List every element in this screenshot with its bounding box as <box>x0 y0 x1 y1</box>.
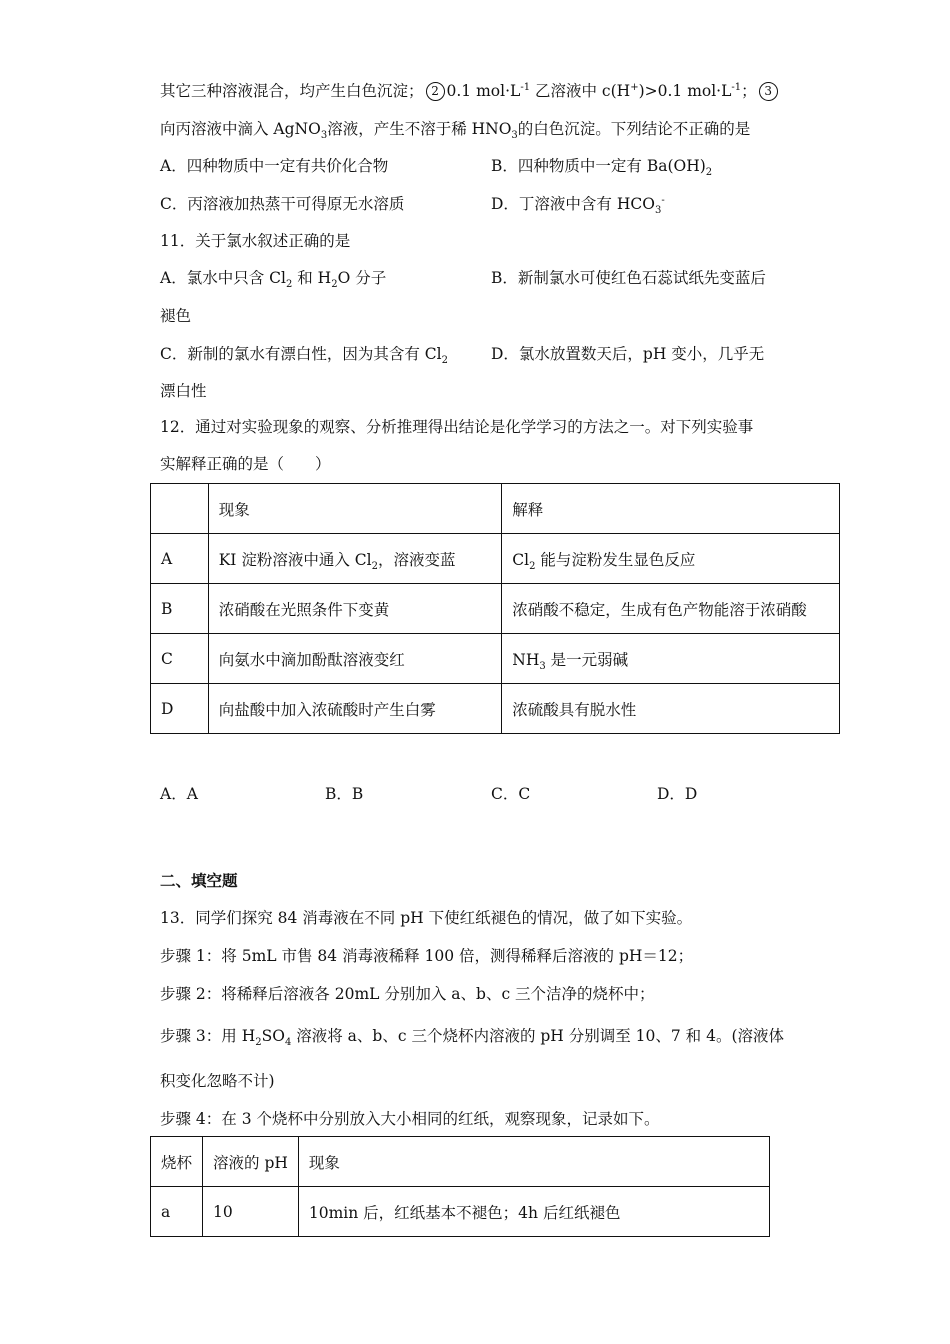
q13-step-3: 步骤 3：用 $H_2SO_4$ 溶液将 a、b、c 三个烧杯内溶液的 pH 分别调至 10、7 和 4。(溶液体 <box>160 1027 785 1049</box>
q10-line-2: 向丙溶液中滴入 AgNO$_3$溶液，产生不溶于稀 $HNO_3$的白色沉淀。下列结论不正确的是 <box>160 120 751 142</box>
q13-table <box>150 1136 770 1237</box>
table-header-cell: 烧杯 <box>151 1137 203 1187</box>
q10-option-d: D．丁溶液中含有 $HCO_3^-$ <box>491 194 665 217</box>
table-row <box>151 584 840 634</box>
explanation-cell: $Cl_2$ 能与淀粉发生显色反应 <box>502 534 840 584</box>
q12-stem-line-2: 实解释正确的是（ ） <box>160 455 331 473</box>
table-header-cell: 解释 <box>502 484 840 534</box>
q12-table <box>150 483 840 734</box>
q12-option-a: A．A <box>160 785 198 803</box>
q13-step-4: 步骤 4：在 3 个烧杯中分别放入大小相同的红纸，观察现象，记录如下。 <box>160 1110 660 1128</box>
section-title: 二、填空题 <box>160 871 238 890</box>
table-header-row <box>151 1137 770 1187</box>
q12-option-b: B．B <box>325 785 364 803</box>
explanation-cell: $NH_3$ 是一元弱碱 <box>502 634 840 684</box>
ph-cell: 10 <box>203 1187 299 1237</box>
q10-option-c: C．丙溶液加热蒸干可得原无水溶质 <box>160 195 405 213</box>
phenomenon-cell: 10min 后，红纸基本不褪色；4h 后红纸褪色 <box>298 1187 769 1237</box>
circled-number: 2 <box>426 82 445 101</box>
explanation-cell: 浓硝酸不稳定，生成有色产物能溶于浓硝酸 <box>502 584 840 634</box>
row-label: A <box>151 534 209 584</box>
q11-option-b-cont: 褪色 <box>160 307 192 325</box>
q11-option-b: B．新制氯水可使红色石蕊试纸先变蓝后 <box>491 269 766 287</box>
table-header-cell: 溶液的 pH <box>203 1137 299 1187</box>
q12-option-c: C．C <box>491 785 531 803</box>
explanation-cell: 浓硫酸具有脱水性 <box>502 684 840 734</box>
q13-step-2: 步骤 2：将稀释后溶液各 20mL 分别加入 a、b、c 三个洁净的烧杯中； <box>160 985 655 1003</box>
table-header-cell <box>151 484 209 534</box>
phenomenon-cell: KI 淀粉溶液中通入 $Cl_2$，溶液变蓝 <box>208 534 502 584</box>
q11-stem: 11．关于氯水叙述正确的是 <box>160 232 351 250</box>
phenomenon-cell: 向盐酸中加入浓硫酸时产生白雾 <box>208 684 502 734</box>
q13-step-3-cont: 积变化忽略不计) <box>160 1072 275 1090</box>
table-row <box>151 534 840 584</box>
table-header-cell: 现象 <box>298 1137 769 1187</box>
circled-number: 3 <box>759 82 778 101</box>
q10-option-a: A．四种物质中一定有共价化合物 <box>160 157 389 175</box>
q13-stem: 13．同学们探究 84 消毒液在不同 pH 下使红纸褪色的情况，做了如下实验。 <box>160 909 693 927</box>
table-row <box>151 684 840 734</box>
q10-line-1: 其它三种溶液混合，均产生白色沉淀； 2 0.1 $mol\cdot L^{-1}$ 乙溶液中 c(H+)>0.1 $mol\cdot L^{-1}$； 3 <box>160 80 780 102</box>
row-label: B <box>151 584 209 634</box>
q10-option-b: B．四种物质中一定有 $Ba(OH)_2$ <box>491 157 713 179</box>
row-label: C <box>151 634 209 684</box>
q13-step-1: 步骤 1：将 5mL 市售 84 消毒液稀释 100 倍，测得稀释后溶液的 pH＝12； <box>160 947 694 965</box>
beaker-cell: a <box>151 1187 203 1237</box>
table-row <box>151 634 840 684</box>
row-label: D <box>151 684 209 734</box>
table-row <box>151 1187 770 1237</box>
table-header-row <box>151 484 840 534</box>
q11-option-c: C．新制的氯水有漂白性，因为其含有 $Cl_2$ <box>160 345 448 367</box>
phenomenon-cell: 浓硝酸在光照条件下变黄 <box>208 584 502 634</box>
q11-option-d: D．氯水放置数天后，pH 变小，几乎无 <box>491 345 765 363</box>
table-header-cell: 现象 <box>208 484 502 534</box>
q12-stem-line-1: 12．通过对实验现象的观察、分析推理得出结论是化学学习的方法之一。对下列实验事 <box>160 418 754 436</box>
q11-option-d-cont: 漂白性 <box>160 382 207 400</box>
phenomenon-cell: 向氨水中滴加酚酞溶液变红 <box>208 634 502 684</box>
q12-option-d: D．D <box>657 785 698 803</box>
q11-option-a: A．氯水中只含 $Cl_2$ 和 $H_2O$ 分子 <box>160 269 387 291</box>
